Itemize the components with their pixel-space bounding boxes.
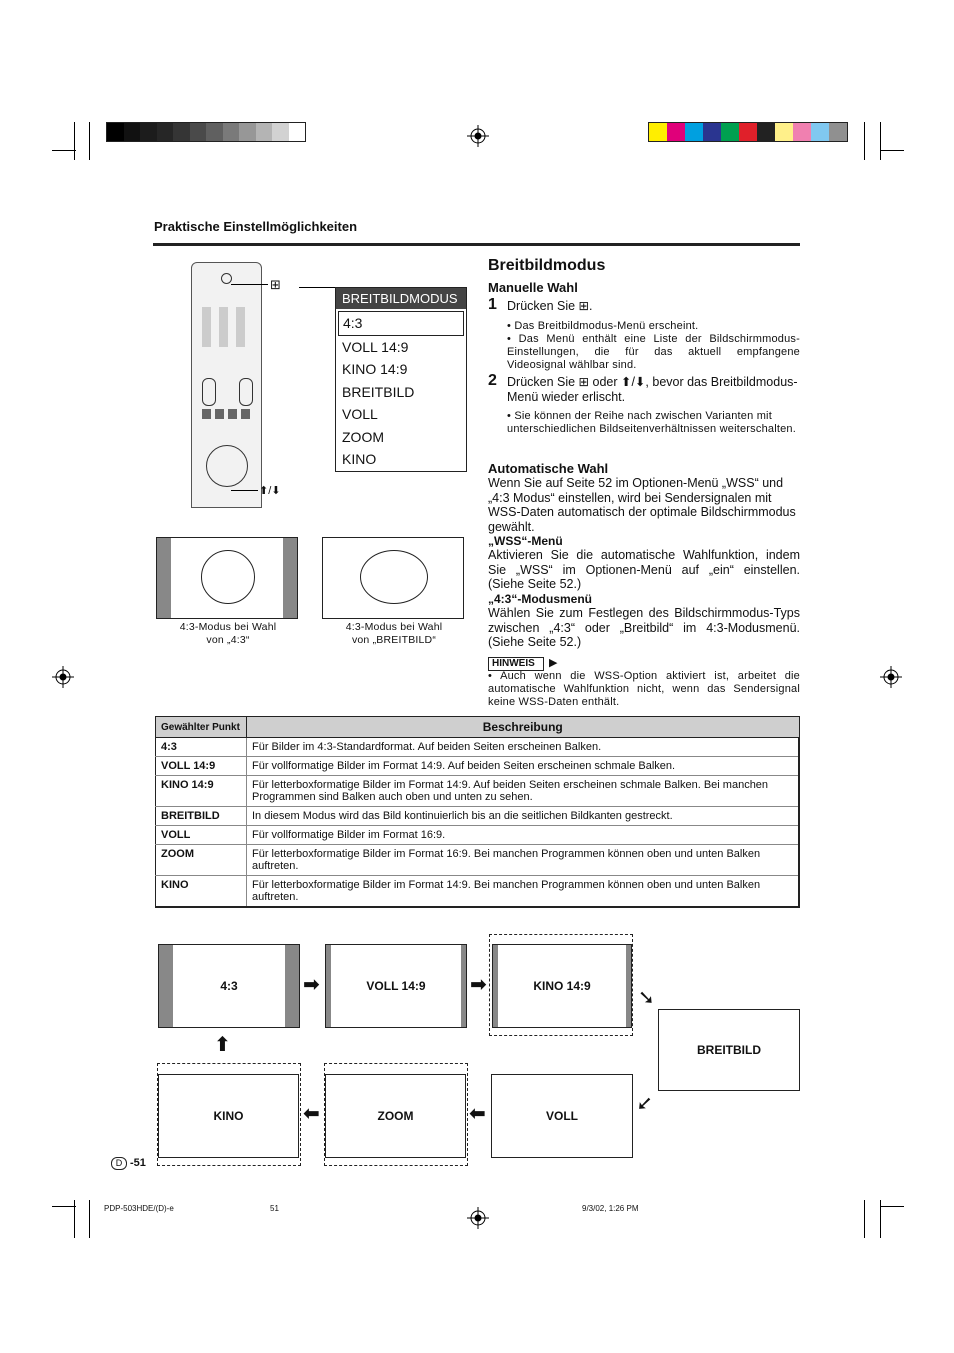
- table-row: [156, 776, 800, 807]
- color-swatch: [739, 123, 757, 141]
- menu-item[interactable]: VOLL: [342, 406, 378, 422]
- header-rule: [153, 243, 800, 246]
- menu-item[interactable]: ZOOM: [342, 428, 384, 445]
- caption-4-3: 4:3-Modus bei Wahl von „4:3“: [179, 621, 277, 646]
- arrow-right-icon: ➡: [470, 974, 487, 996]
- arrow-up-icon: ⬆: [214, 1034, 231, 1056]
- arrow-left-icon: ⬅: [469, 1103, 486, 1125]
- table-cell: VOLL: [156, 826, 247, 845]
- mode-label: BREITBILD: [697, 1043, 761, 1057]
- circle-shape: [201, 550, 255, 604]
- manual-title: Manuelle Wahl: [488, 280, 578, 295]
- remote-rocker-right-icon: [239, 378, 253, 406]
- table-cell: KINO: [156, 876, 247, 908]
- arrow-right-icon: ➡: [303, 974, 320, 996]
- preview-screen-4-3: [156, 537, 298, 619]
- page-badge-letter: D: [115, 1158, 123, 1168]
- remote-callout-line-arrows: [231, 490, 258, 491]
- color-bar: [648, 122, 848, 142]
- remote-color-buttons: [202, 409, 252, 419]
- mode-label: VOLL: [546, 1109, 578, 1123]
- table-cell: In diesem Modus wird das Bild kontinuierlich bis an die seitlichen Bildkanten gestreckt.: [247, 807, 800, 826]
- mode-label: ZOOM: [377, 1109, 414, 1123]
- step-1-number: 1: [488, 296, 497, 313]
- table-row: [156, 757, 800, 776]
- mode-screen-4-3: [158, 944, 300, 1028]
- color-swatch: [775, 123, 793, 141]
- table-header: Gewählter Punkt: [156, 717, 247, 738]
- main-title: Breitbildmodus: [488, 257, 606, 274]
- wss-title: „WSS“-Menü: [488, 534, 563, 548]
- hinweis-text: • Auch wenn die WSS-Option aktiviert ist, arbeitet die automatische Wahlfunktion nicht, wenn das Sendersignal keine WSS-Daten enthält.: [488, 670, 800, 708]
- color-swatch: [157, 123, 174, 141]
- menu-item[interactable]: VOLL 14:9: [342, 338, 409, 355]
- table-cell: 4:3: [156, 738, 247, 757]
- menu-connector-line: [299, 287, 336, 288]
- arrow-left-icon: ⬅: [303, 1103, 320, 1125]
- mode-screen-voll-14-9: [325, 944, 467, 1028]
- color-swatch: [757, 123, 775, 141]
- table-cell: Für letterboxformatige Bilder im Format 14:9. Auf beiden Seiten erscheinen schmale Balken. Bei manchen Programmen sind Balken auch oben und unten zu sehen.: [247, 776, 800, 807]
- hinweis-label: HINWEIS: [492, 658, 535, 669]
- table-header: Beschreibung: [247, 717, 800, 738]
- mode-screen-voll: [491, 1074, 633, 1158]
- step-2-number: 2: [488, 372, 497, 389]
- menu-item[interactable]: KINO: [342, 451, 377, 467]
- auto-text: Wenn Sie auf Seite 52 im Optionen-Menü „WSS“ und „4:3 Modus“ einstellen, wird bei Sendersignalen mit WSS-Daten automatisch der optimale Bildschirmmodus gewählt.: [488, 476, 796, 534]
- preview-screen-breitbild: [322, 537, 464, 619]
- color-swatch: [685, 123, 703, 141]
- table-header-row: [156, 717, 800, 738]
- hinweis-arrow-icon: ▶: [549, 657, 558, 669]
- table-cell: Für Bilder im 4:3-Standardformat. Auf beiden Seiten erscheinen Balken.: [247, 738, 800, 757]
- crop-mark: [864, 122, 865, 160]
- step-2-text: Drücken Sie ⊞ oder ⬆/⬇, bevor das Breitbildmodus-Menü wieder erlischt.: [507, 375, 798, 404]
- color-swatch: [223, 123, 240, 141]
- registration-target-icon: [52, 666, 74, 688]
- remote-keypad: [202, 307, 252, 347]
- registration-target-icon: [880, 666, 902, 688]
- auto-title: Automatische Wahl: [488, 461, 609, 476]
- color-swatch: [190, 123, 207, 141]
- power-button-icon: [221, 273, 232, 284]
- color-swatch: [206, 123, 223, 141]
- crop-mark: [52, 1206, 76, 1207]
- color-swatch: [173, 123, 190, 141]
- color-swatch: [649, 123, 667, 141]
- mode-label: KINO: [213, 1109, 244, 1123]
- mode-description-table: [155, 716, 800, 908]
- table-row: [156, 876, 800, 908]
- caption-breitbild: 4:3-Modus bei Wahl von „BREITBILD“: [345, 621, 443, 646]
- table-row: [156, 738, 800, 757]
- mode-label: 4:3: [220, 979, 238, 993]
- table-cell: Für letterboxformatige Bilder im Format 16:9. Bei manchen Programmen können oben und unten Balken auftreten.: [247, 845, 800, 876]
- color-swatch: [721, 123, 739, 141]
- arrow-down-right-icon: ➘: [638, 987, 655, 1009]
- table-cell: KINO 14:9: [156, 776, 247, 807]
- mode-title: „4:3“-Modusmenü: [488, 592, 593, 606]
- mode-text: Wählen Sie zum Festlegen des Bildschirmmodus-Typs zwischen „4:3“ oder „Breitbild“ im 4:3-Modusmenü. (Siehe Seite 52.): [488, 606, 800, 650]
- color-swatch: [140, 123, 157, 141]
- table-cell: BREITBILD: [156, 807, 247, 826]
- mode-screen-zoom: [325, 1074, 466, 1158]
- step-1-text: Drücken Sie ⊞.: [507, 299, 593, 313]
- color-swatch: [124, 123, 141, 141]
- remote-callout-line: [231, 284, 268, 285]
- color-swatch: [256, 123, 273, 141]
- color-swatch: [289, 123, 306, 141]
- color-swatch: [703, 123, 721, 141]
- mode-label: KINO 14:9: [533, 979, 591, 993]
- step-1-bullet: • Das Menü enthält eine Liste der Bildschirmmodus-Einstellungen, die für das aktuell empfangene Videosignal wählbar sind.: [507, 333, 800, 371]
- color-swatch: [272, 123, 289, 141]
- remote-dpad-icon: [206, 445, 248, 487]
- crop-mark: [880, 150, 904, 151]
- bullet-text: Das Breitbildmodus-Menü erscheint.: [514, 320, 699, 332]
- section-header: Praktische Einstellmöglichkeiten: [154, 219, 358, 234]
- mode-screen-kino: [158, 1074, 299, 1158]
- color-swatch: [239, 123, 256, 141]
- ellipse-shape: [360, 550, 428, 604]
- step-1-bullet: • Das Breitbildmodus-Menü erscheint.: [507, 320, 699, 332]
- table-cell: Für letterboxformatige Bilder im Format 14:9. Bei manchen Programmen können oben und unten Balken auftreten.: [247, 876, 800, 908]
- table-cell: Für vollformatige Bilder im Format 16:9.: [247, 826, 800, 845]
- color-swatch: [667, 123, 685, 141]
- wss-text: Aktivieren Sie die automatische Wahlfunktion, indem Sie „WSS“ im Optionen-Menü auf „ein“ einstellen. (Siehe Seite 52.): [488, 548, 800, 592]
- table-cell: VOLL 14:9: [156, 757, 247, 776]
- table-row: [156, 826, 800, 845]
- step-2-bullet: • Sie können der Reihe nach zwischen Varianten mit unterschiedlichen Bildseitenverhältnissen weiterschalten.: [507, 410, 796, 435]
- crop-mark: [880, 122, 881, 160]
- crop-mark: [864, 1200, 865, 1238]
- mode-screen-kino-14-9: [492, 944, 632, 1028]
- crop-mark: [89, 1200, 90, 1238]
- crop-mark: [74, 122, 75, 160]
- registration-target-icon: [467, 125, 489, 147]
- hinweis-badge: [488, 657, 544, 671]
- remote-control-illustration: [191, 262, 262, 508]
- color-swatch: [793, 123, 811, 141]
- crop-mark: [89, 122, 90, 160]
- bullet-text: Sie können der Reihe nach zwischen Varianten mit unterschiedlichen Bildseitenverhältnissen weiterschalten.: [507, 410, 796, 435]
- footer-date: 9/3/02, 1:26 PM: [582, 1204, 639, 1213]
- widescreen-mode-menu: [335, 287, 467, 472]
- table-row: [156, 807, 800, 826]
- footer-file: PDP-503HDE/(D)-e: [104, 1204, 174, 1213]
- page-badge: [111, 1157, 127, 1170]
- table-cell: ZOOM: [156, 845, 247, 876]
- menu-item[interactable]: KINO 14:9: [342, 361, 408, 377]
- color-swatch: [811, 123, 829, 141]
- footer-center: 51: [270, 1204, 279, 1213]
- crop-mark: [880, 1206, 904, 1207]
- mode-label: VOLL 14:9: [366, 979, 426, 993]
- mode-screen-breitbild: [658, 1009, 800, 1091]
- wide-mode-button-label: ⊞: [270, 277, 281, 292]
- menu-item[interactable]: 4:3: [338, 311, 464, 336]
- table-row: [156, 845, 800, 876]
- grayscale-bar: [106, 122, 306, 142]
- menu-title: BREITBILDMODUS: [336, 288, 466, 309]
- bullet-text: Das Menü enthält eine Liste der Bildschirmmodus-Einstellungen, die für das aktuell empfangene Videosignal wählbar sind.: [507, 333, 800, 371]
- page-number: -51: [130, 1157, 146, 1169]
- color-swatch: [107, 123, 124, 141]
- registration-target-icon: [467, 1207, 489, 1229]
- arrow-buttons-label: ⬆/⬇: [259, 485, 281, 497]
- crop-mark: [52, 150, 76, 151]
- table-cell: Für vollformatige Bilder im Format 14:9. Auf beiden Seiten erscheinen schmale Balken.: [247, 757, 800, 776]
- bullet-text: Auch wenn die WSS-Option aktiviert ist, arbeitet die automatische Wahlfunktion nicht, wenn das Sendersignal keine WSS-Daten enthält.: [488, 670, 800, 708]
- remote-rocker-left-icon: [202, 378, 216, 406]
- arrow-down-left-icon: ➘: [636, 1093, 653, 1115]
- color-swatch: [829, 123, 847, 141]
- menu-item[interactable]: BREITBILD: [342, 383, 415, 400]
